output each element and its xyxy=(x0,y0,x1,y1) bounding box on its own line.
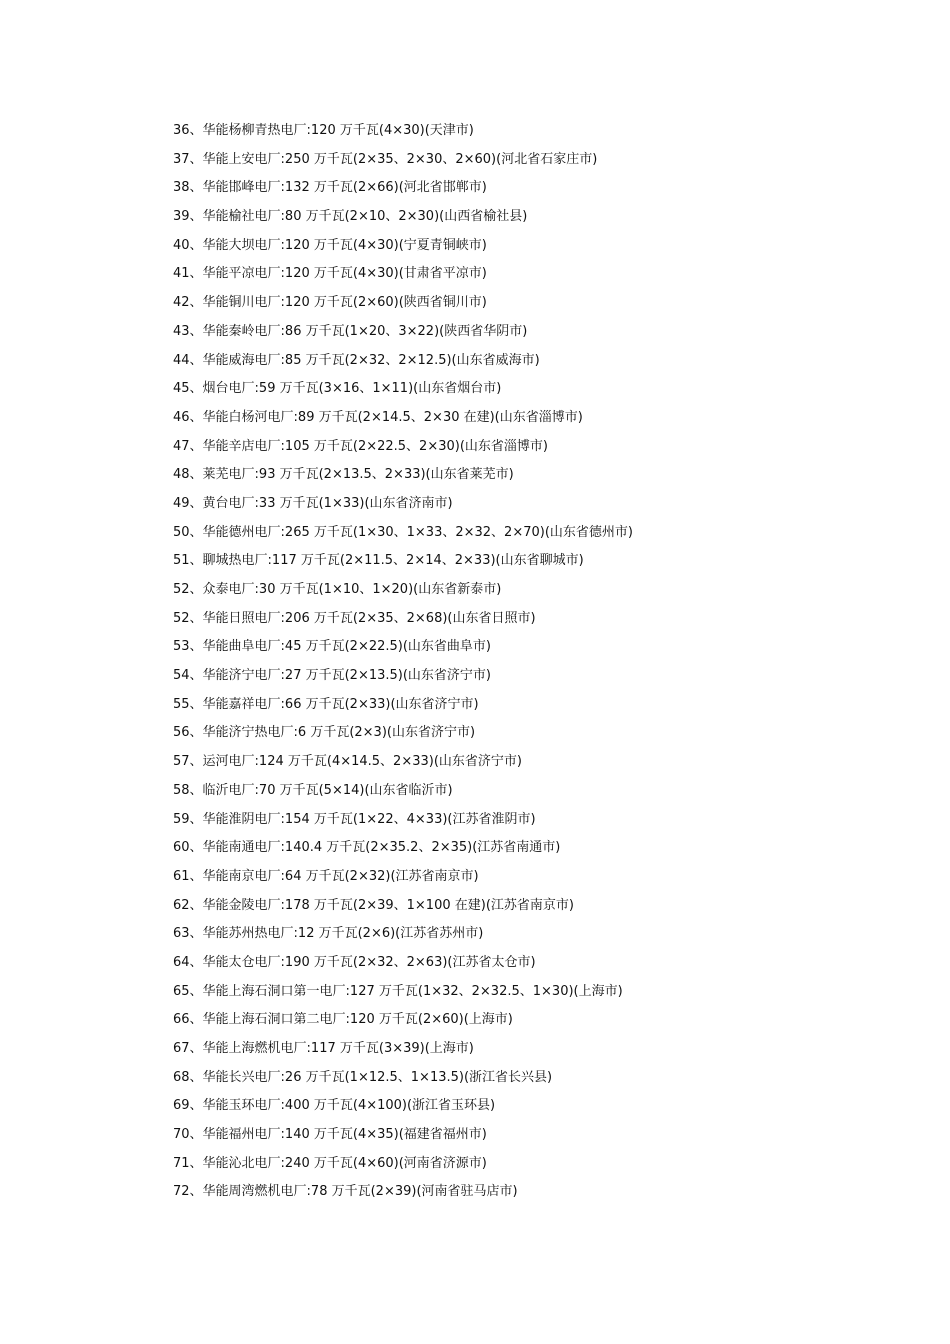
list-item: 57、运河电厂:124 万千瓦(4×14.5、2×33)(山东省济宁市) xyxy=(173,754,522,770)
list-item: 50、华能德州电厂:265 万千瓦(1×30、1×33、2×32、2×70)(山东省德州市) xyxy=(173,524,633,540)
list-item: 54、华能济宁电厂:27 万千瓦(2×13.5)(山东省济宁市) xyxy=(173,668,491,684)
list-item: 71、华能沁北电厂:240 万千瓦(4×60)(河南省济源市) xyxy=(173,1155,487,1171)
list-item: 63、华能苏州热电厂:12 万千瓦(2×6)(江苏省苏州市) xyxy=(173,926,484,942)
list-item: 37、华能上安电厂:250 万千瓦(2×35、2×30、2×60)(河北省石家庄市) xyxy=(173,151,598,167)
list-item: 45、烟台电厂:59 万千瓦(3×16、1×11)(山东省烟台市) xyxy=(173,381,502,397)
list-item: 53、华能曲阜电厂:45 万千瓦(2×22.5)(山东省曲阜市) xyxy=(173,639,491,655)
list-item: 72、华能周湾燃机电厂:78 万千瓦(2×39)(河南省驻马店市) xyxy=(173,1184,518,1200)
list-item: 66、华能上海石洞口第二电厂:120 万千瓦(2×60)(上海市) xyxy=(173,1012,513,1028)
list-item: 69、华能玉环电厂:400 万千瓦(4×100)(浙江省玉环县) xyxy=(173,1098,496,1114)
list-item: 43、华能秦岭电厂:86 万千瓦(1×20、3×22)(陕西省华阴市) xyxy=(173,323,528,339)
list-item: 48、莱芜电厂:93 万千瓦(2×13.5、2×33)(山东省莱芜市) xyxy=(173,467,514,483)
list-item: 51、聊城热电厂:117 万千瓦(2×11.5、2×14、2×33)(山东省聊城市) xyxy=(173,553,584,569)
power-plant-list xyxy=(173,120,633,1210)
list-item: 68、华能长兴电厂:26 万千瓦(1×12.5、1×13.5)(浙江省长兴县) xyxy=(173,1069,553,1085)
list-item: 62、华能金陵电厂:178 万千瓦(2×39、1×100 在建)(江苏省南京市) xyxy=(173,897,574,913)
list-item: 64、华能太仓电厂:190 万千瓦(2×32、2×63)(江苏省太仓市) xyxy=(173,954,536,970)
list-item: 46、华能白杨河电厂:89 万千瓦(2×14.5、2×30 在建)(山东省淄博市) xyxy=(173,409,583,425)
list-item: 55、华能嘉祥电厂:66 万千瓦(2×33)(山东省济宁市) xyxy=(173,696,479,712)
list-item: 47、华能辛店电厂:105 万千瓦(2×22.5、2×30)(山东省淄博市) xyxy=(173,438,548,454)
list-item: 36、华能杨柳青热电厂:120 万千瓦(4×30)(天津市) xyxy=(173,123,474,138)
list-item: 52、众泰电厂:30 万千瓦(1×10、1×20)(山东省新泰市) xyxy=(173,582,502,597)
list-item: 42、华能铜川电厂:120 万千瓦(2×60)(陕西省铜川市) xyxy=(173,295,487,311)
list-item: 40、华能大坝电厂:120 万千瓦(4×30)(宁夏青铜峡市) xyxy=(173,237,487,253)
list-item: 49、黄台电厂:33 万千瓦(1×33)(山东省济南市) xyxy=(173,495,453,511)
list-item: 67、华能上海燃机电厂:117 万千瓦(3×39)(上海市) xyxy=(173,1041,474,1056)
list-item: 65、华能上海石洞口第一电厂:127 万千瓦(1×32、2×32.5、1×30)(上海市) xyxy=(173,983,623,999)
list-item: 44、华能威海电厂:85 万千瓦(2×32、2×12.5)(山东省威海市) xyxy=(173,352,540,368)
list-item: 56、华能济宁热电厂:6 万千瓦(2×3)(山东省济宁市) xyxy=(173,725,476,741)
list-item: 52、华能日照电厂:206 万千瓦(2×35、2×68)(山东省日照市) xyxy=(173,610,536,626)
list-item: 60、华能南通电厂:140.4 万千瓦(2×35.2、2×35)(江苏省南通市) xyxy=(173,840,561,856)
list-item: 38、华能邯峰电厂:132 万千瓦(2×66)(河北省邯郸市) xyxy=(173,180,487,196)
list-item: 58、临沂电厂:70 万千瓦(5×14)(山东省临沂市) xyxy=(173,782,453,798)
list-item: 61、华能南京电厂:64 万千瓦(2×32)(江苏省南京市) xyxy=(173,868,479,884)
list-item: 39、华能榆社电厂:80 万千瓦(2×10、2×30)(山西省榆社县) xyxy=(173,209,528,225)
list-item: 59、华能淮阴电厂:154 万千瓦(1×22、4×33)(江苏省淮阴市) xyxy=(173,811,536,827)
list-item: 41、华能平凉电厂:120 万千瓦(4×30)(甘肃省平凉市) xyxy=(173,266,487,282)
list-item: 70、华能福州电厂:140 万千瓦(4×35)(福建省福州市) xyxy=(173,1127,487,1143)
